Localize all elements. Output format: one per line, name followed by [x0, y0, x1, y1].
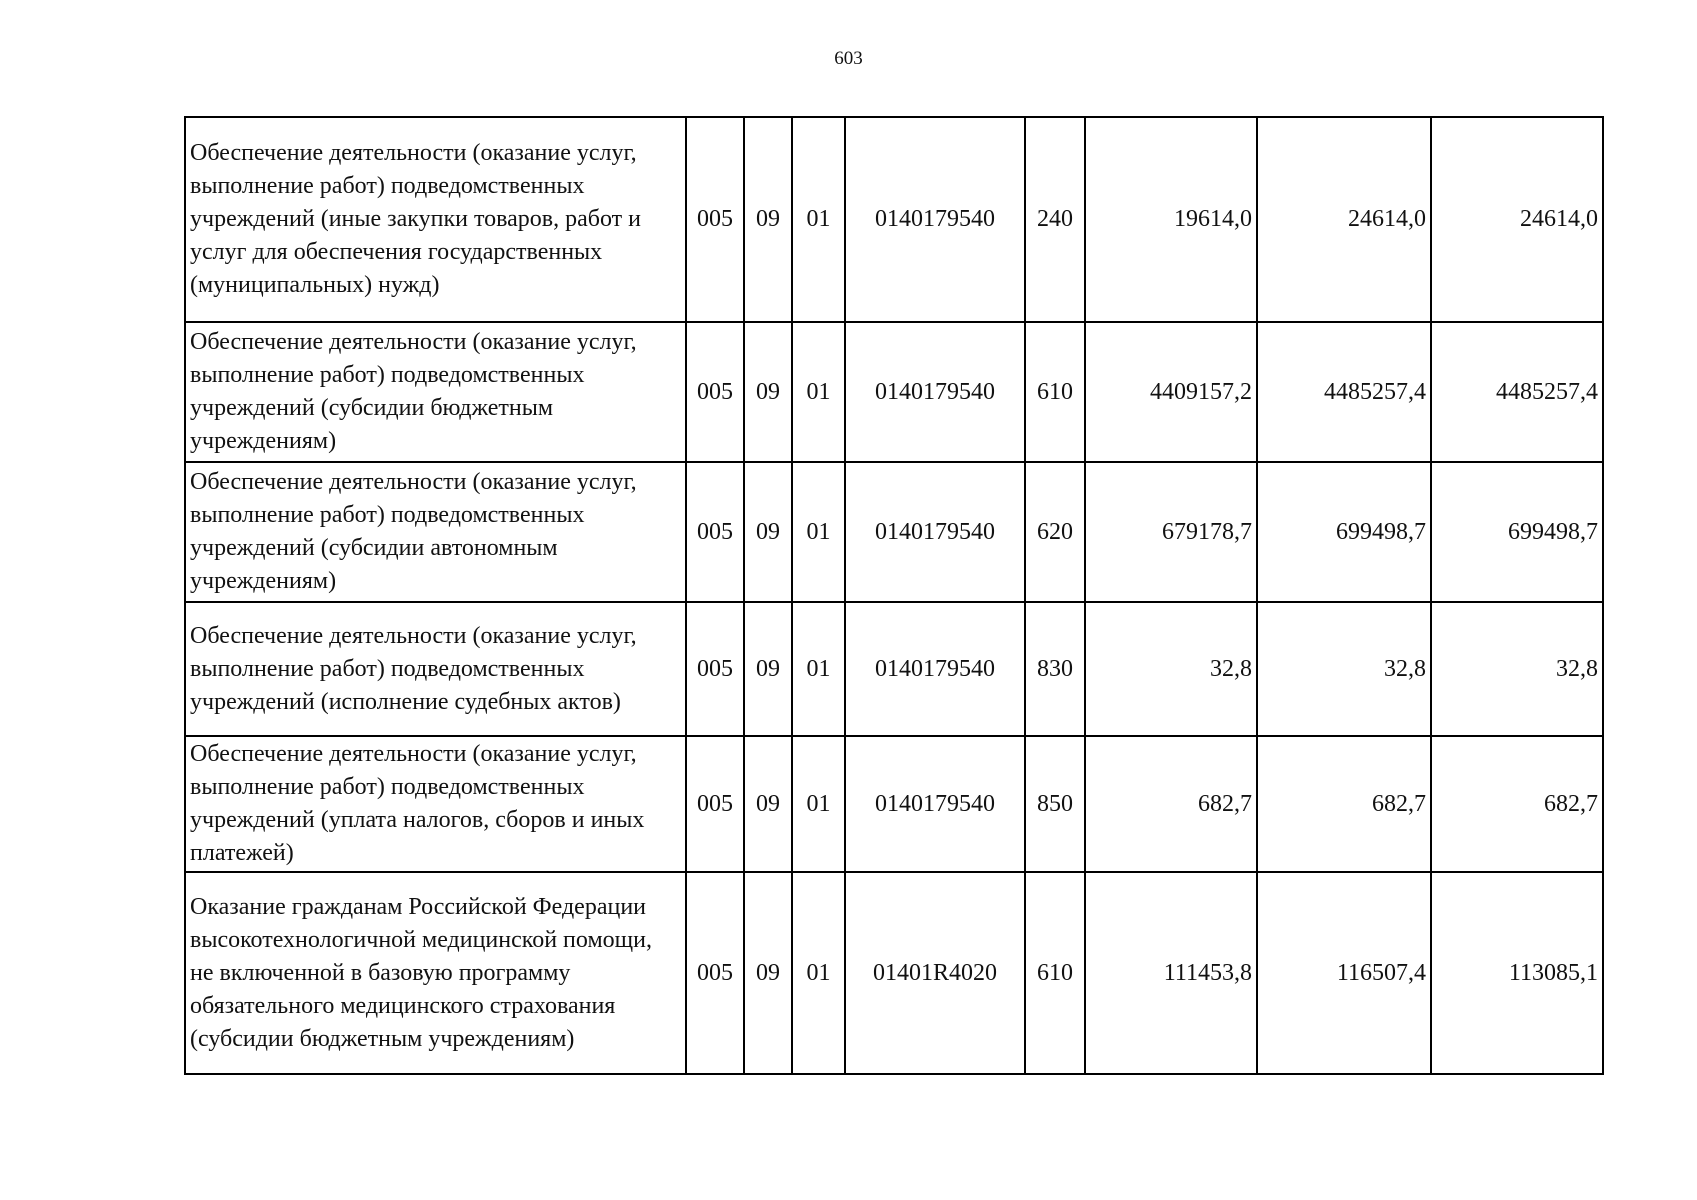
amount-year-2: 699498,7	[1257, 462, 1431, 602]
budget-table	[184, 116, 1604, 1075]
table-row	[185, 117, 1603, 322]
subsection-code: 01	[792, 462, 845, 602]
section-code: 09	[744, 462, 792, 602]
amount-year-1: 679178,7	[1085, 462, 1257, 602]
subsection-code: 01	[792, 117, 845, 322]
row-description: Обеспечение деятельности (оказание услуг, выполнение работ) подведомственных учреждений (иные закупки товаров, работ и услуг для обеспечения государственных (муниципальных) нужд)	[185, 117, 686, 322]
table-row	[185, 462, 1603, 602]
page-number: 603	[834, 48, 863, 69]
row-description: Обеспечение деятельности (оказание услуг, выполнение работ) подведомственных учреждений (исполнение судебных актов)	[185, 602, 686, 736]
table-row	[185, 322, 1603, 462]
ministry-code: 005	[686, 322, 744, 462]
amount-year-3: 4485257,4	[1431, 322, 1603, 462]
amount-year-1: 19614,0	[1085, 117, 1257, 322]
row-description: Обеспечение деятельности (оказание услуг, выполнение работ) подведомственных учреждений (субсидии бюджетным учреждениям)	[185, 322, 686, 462]
amount-year-2: 4485257,4	[1257, 322, 1431, 462]
amount-year-3: 682,7	[1431, 736, 1603, 872]
section-code: 09	[744, 872, 792, 1074]
table-row	[185, 872, 1603, 1074]
amount-year-2: 682,7	[1257, 736, 1431, 872]
subsection-code: 01	[792, 322, 845, 462]
expense-type-code: 240	[1025, 117, 1085, 322]
amount-year-2: 116507,4	[1257, 872, 1431, 1074]
amount-year-2: 24614,0	[1257, 117, 1431, 322]
ministry-code: 005	[686, 736, 744, 872]
amount-year-3: 699498,7	[1431, 462, 1603, 602]
table-row	[185, 736, 1603, 872]
amount-year-1: 32,8	[1085, 602, 1257, 736]
target-article-code: 0140179540	[845, 602, 1025, 736]
ministry-code: 005	[686, 602, 744, 736]
expense-type-code: 610	[1025, 872, 1085, 1074]
amount-year-3: 32,8	[1431, 602, 1603, 736]
amount-year-1: 682,7	[1085, 736, 1257, 872]
section-code: 09	[744, 117, 792, 322]
target-article-code: 01401R4020	[845, 872, 1025, 1074]
expense-type-code: 850	[1025, 736, 1085, 872]
ministry-code: 005	[686, 117, 744, 322]
amount-year-2: 32,8	[1257, 602, 1431, 736]
target-article-code: 0140179540	[845, 462, 1025, 602]
section-code: 09	[744, 736, 792, 872]
amount-year-3: 113085,1	[1431, 872, 1603, 1074]
expense-type-code: 620	[1025, 462, 1085, 602]
section-code: 09	[744, 602, 792, 736]
row-description: Обеспечение деятельности (оказание услуг, выполнение работ) подведомственных учреждений (уплата налогов, сборов и иных платежей)	[185, 736, 686, 872]
subsection-code: 01	[792, 602, 845, 736]
target-article-code: 0140179540	[845, 322, 1025, 462]
subsection-code: 01	[792, 736, 845, 872]
section-code: 09	[744, 322, 792, 462]
expense-type-code: 610	[1025, 322, 1085, 462]
amount-year-3: 24614,0	[1431, 117, 1603, 322]
target-article-code: 0140179540	[845, 736, 1025, 872]
subsection-code: 01	[792, 872, 845, 1074]
table-row	[185, 602, 1603, 736]
amount-year-1: 4409157,2	[1085, 322, 1257, 462]
amount-year-1: 111453,8	[1085, 872, 1257, 1074]
ministry-code: 005	[686, 872, 744, 1074]
row-description: Оказание гражданам Российской Федерации высокотехнологичной медицинской помощи, не включенной в базовую программу обязательного медицинского страхования (субсидии бюджетным учреждениям)	[185, 872, 686, 1074]
expense-type-code: 830	[1025, 602, 1085, 736]
ministry-code: 005	[686, 462, 744, 602]
row-description: Обеспечение деятельности (оказание услуг, выполнение работ) подведомственных учреждений (субсидии автономным учреждениям)	[185, 462, 686, 602]
target-article-code: 0140179540	[845, 117, 1025, 322]
